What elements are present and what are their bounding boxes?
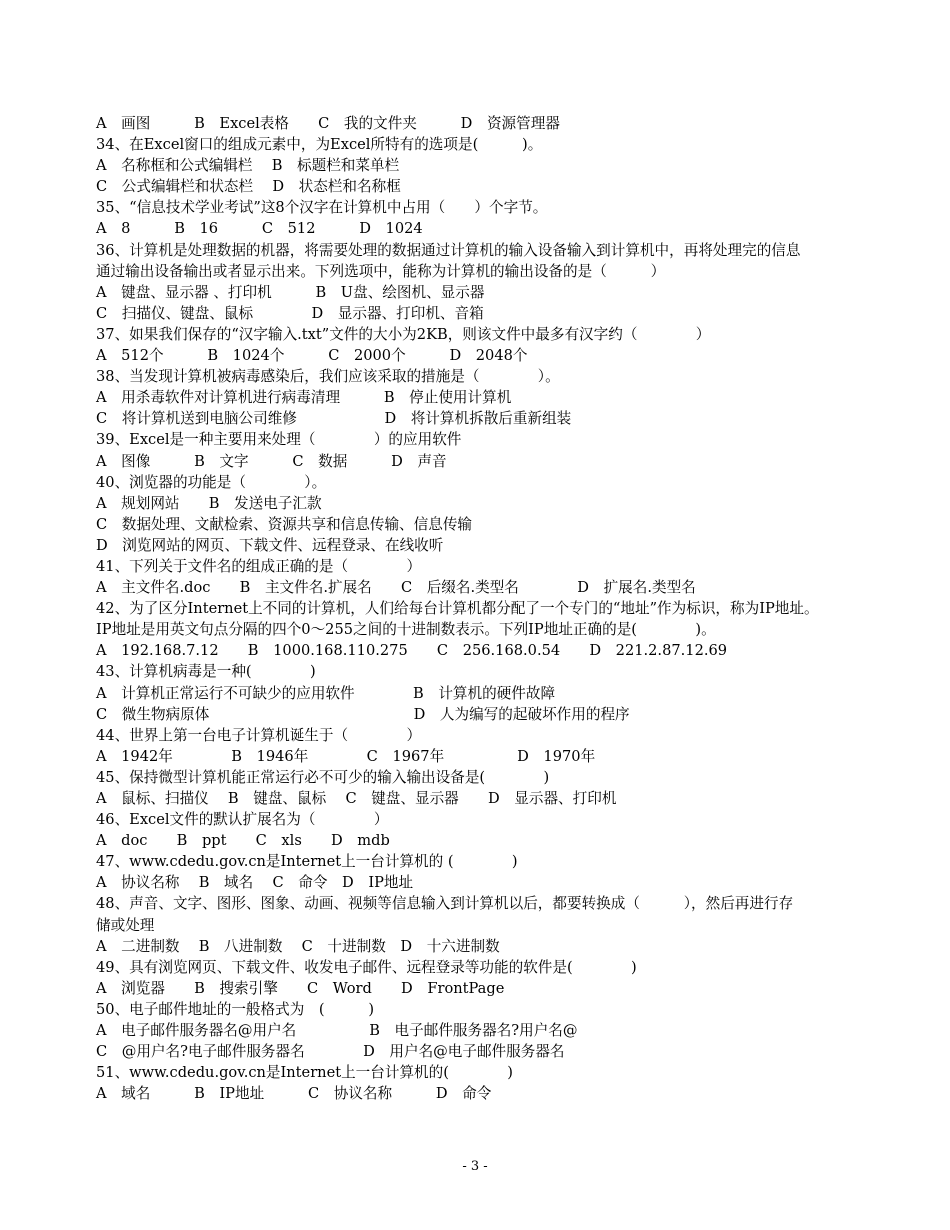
text-line: A 192.168.7.12 B 1000.168.110.275 C 256.168.0.54 D 221.2.87.12.69 bbox=[96, 642, 728, 660]
text-line: A 计算机正常运行不可缺少的应用软件 B 计算机的硬件故障 bbox=[96, 684, 556, 702]
page-number: - 3 - bbox=[462, 1159, 488, 1174]
text-line: 37、如果我们保存的“汉字输入.txt”文件的大小为2KB，则该文件中最多有汉字约（ ） bbox=[96, 325, 711, 343]
text-line: 48、声音、文字、图形、图象、动画、视频等信息输入到计算机以后，都要转换成（ ），然后再进行存 bbox=[96, 895, 794, 913]
text-line: 40、浏览器的功能是（ ）。 bbox=[96, 473, 327, 491]
text-line: 38、当发现计算机被病毒感染后，我们应该采取的措施是（ ）。 bbox=[96, 368, 560, 386]
text-line: 45、保持微型计算机能正常运行必不可少的输入输出设备是( ) bbox=[96, 768, 550, 786]
text-line: A 512个 B 1024个 C 2000个 D 2048个 bbox=[96, 347, 528, 365]
text-line: C @用户名?电子邮件服务器名 D 用户名@电子邮件服务器名 bbox=[96, 1043, 565, 1061]
text-line: 39、Excel是一种主要用来处理（ ）的应用软件 bbox=[96, 431, 462, 449]
text-line: A 画图 B Excel表格 C 我的文件夹 D 资源管理器 bbox=[96, 115, 560, 132]
text-line: 46、Excel文件的默认扩展名为（ ） bbox=[96, 811, 389, 829]
text-line: 47、www.cdedu.gov.cn是Internet上一台计算机的 ( ) bbox=[96, 853, 518, 871]
text-line: A 浏览器 B 搜索引擎 C Word D FrontPage bbox=[96, 979, 505, 997]
text-line: 通过输出设备输出或者显示出来。下列选项中，能称为计算机的输出设备的是（ ） bbox=[96, 262, 666, 280]
text-line: 36、计算机是处理数据的机器，将需要处理的数据通过计算机的输入设备输入到计算机中，再将处理完的信息 bbox=[96, 241, 801, 259]
text-line: IP地址是用英文句点分隔的四个0～255之间的十进制数表示。下列IP地址正确的是( )。 bbox=[96, 621, 716, 639]
text-line: A 鼠标、扫描仪 B 键盘、鼠标 C 键盘、显示器 D 显示器、打印机 bbox=[96, 790, 617, 807]
text-line: 49、具有浏览网页、下载文件、收发电子邮件、远程登录等功能的软件是( ) bbox=[96, 958, 637, 976]
text-line: D 浏览网站的网页、下载文件、远程登录、在线收听 bbox=[96, 536, 444, 554]
text-line: 储或处理 bbox=[96, 916, 155, 934]
text-line: 44、世界上第一台电子计算机诞生于（ ） bbox=[96, 726, 422, 744]
text-line: A 名称框和公式编辑栏 B 标题栏和菜单栏 bbox=[96, 157, 400, 175]
text-line: C 扫描仪、键盘、鼠标 D 显示器、打印机、音箱 bbox=[96, 304, 484, 322]
text-line: A 电子邮件服务器名@用户名 B 电子邮件服务器名?用户名@ bbox=[96, 1022, 578, 1040]
text-line: A 主文件名.doc B 主文件名.扩展名 C 后缀名.类型名 D 扩展名.类型名 bbox=[96, 579, 696, 597]
text-line: 43、计算机病毒是一种( ) bbox=[96, 663, 316, 681]
text-line: 51、www.cdedu.gov.cn是Internet上一台计算机的( ) bbox=[96, 1064, 513, 1082]
text-line: A 协议名称 B 域名 C 命令 D IP地址 bbox=[96, 874, 414, 892]
text-line: A 1942年 B 1946年 C 1967年 D 1970年 bbox=[96, 747, 596, 765]
text-line: A 域名 B IP地址 C 协议名称 D 命令 bbox=[96, 1085, 492, 1103]
text-line: A doc B ppt C xls D mdb bbox=[96, 832, 390, 850]
text-line: C 将计算机送到电脑公司维修 D 将计算机拆散后重新组装 bbox=[96, 410, 572, 428]
text-line: 42、为了区分Internet上不同的计算机，人们给每台计算机都分配了一个专门的“地址”作为标识，称为IP地址。 bbox=[96, 600, 819, 618]
text-line: C 数据处理、文献检索、资源共享和信息传输、信息传输 bbox=[96, 515, 473, 533]
text-line: A 二进制数 B 八进制数 C 十进制数 D 十六进制数 bbox=[96, 937, 500, 955]
text-line: C 公式编辑栏和状态栏 D 状态栏和名称框 bbox=[96, 178, 401, 196]
text-line: 41、下列关于文件名的组成正确的是（ ） bbox=[96, 557, 422, 575]
question-text-body bbox=[96, 113, 886, 1104]
text-line: 35、“信息技术学业考试”这8个汉字在计算机中占用（ ）个字节。 bbox=[96, 199, 548, 217]
text-line: A 图像 B 文字 C 数据 D 声音 bbox=[96, 452, 447, 470]
text-line: C 微生物病原体 D 人为编写的起破坏作用的程序 bbox=[96, 705, 630, 723]
text-line: A 键盘、显示器 、打印机 B U盘、绘图机、显示器 bbox=[96, 283, 485, 301]
text-line: 34、在Excel窗口的组成元素中，为Excel所特有的选项是( )。 bbox=[96, 136, 543, 154]
text-line: 50、电子邮件地址的一般格式为 ( ) bbox=[96, 1000, 375, 1018]
text-line: A 用杀毒软件对计算机进行病毒清理 B 停止使用计算机 bbox=[96, 389, 512, 407]
text-line: A 8 B 16 C 512 D 1024 bbox=[96, 220, 423, 238]
text-line: A 规划网站 B 发送电子汇款 bbox=[96, 494, 322, 512]
